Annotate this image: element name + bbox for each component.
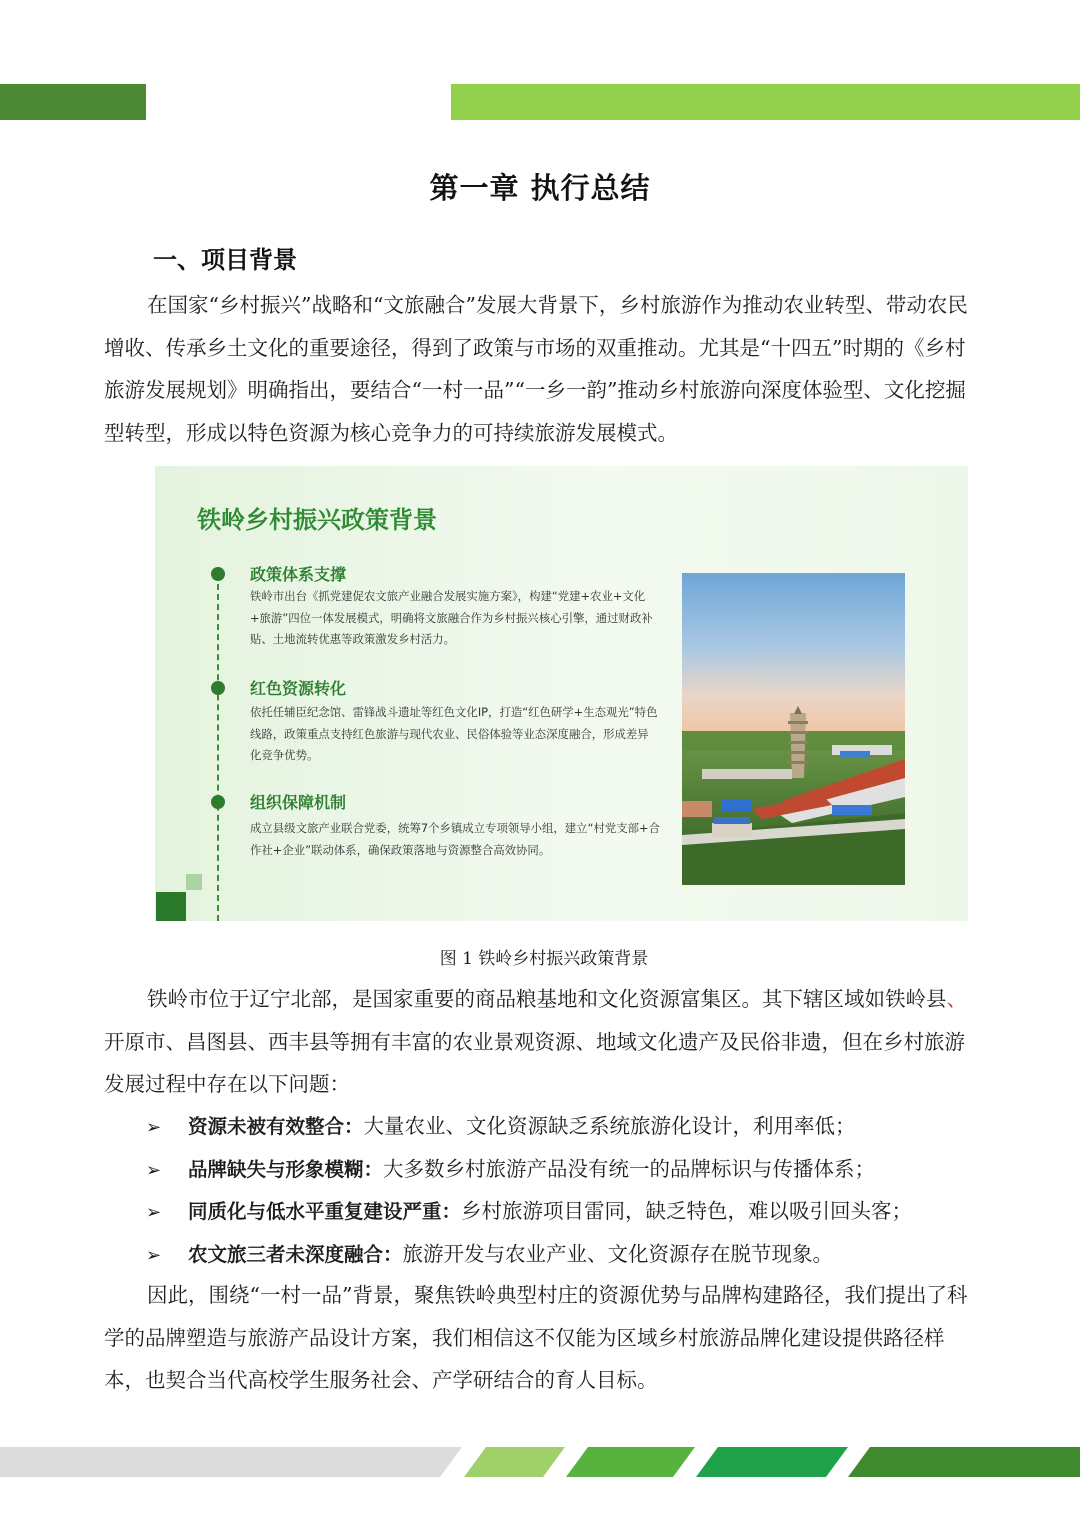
arrow-bullet-icon: ➢ (146, 1244, 162, 1266)
footer-stripe-light (464, 1447, 565, 1477)
list-item-head: 资源未被有效整合： (188, 1115, 364, 1138)
timeline-dot (211, 795, 225, 809)
figure-title: 铁岭乡村振兴政策背景 (197, 506, 437, 534)
timeline-dot (211, 567, 225, 581)
paragraph-text: 开原市、昌图县、西丰县等拥有丰富的农业景观资源、地域文化遗产及民俗非遗，但在乡村旅游发展过程中存在以下问题： (104, 1029, 965, 1096)
footer-stripes (0, 1447, 1080, 1477)
footer-stripe-mid (566, 1447, 695, 1477)
paragraph-punctuation: 、 (946, 987, 967, 1011)
timeline-dot (211, 681, 225, 695)
list-item-text: 大多数乡村旅游产品没有统一的品牌标识与传播体系； (383, 1156, 876, 1181)
header-bar-left (0, 84, 146, 120)
list-item (146, 1233, 912, 1276)
list-item-text: 旅游开发与农业产业、文化资源存在脱节现象。 (402, 1241, 834, 1266)
footer-stripe-gray (0, 1447, 462, 1477)
arrow-bullet-icon: ➢ (146, 1202, 162, 1223)
figure-item-body: 成立县级文旅产业联合党委，统筹7个乡镇成立专项领导小组，建立“村党支部+合作社+企业”联动体系，确保政策落地与资源整合高效协同。 (250, 821, 660, 857)
figure-item-title: 红色资源转化 (250, 679, 347, 698)
list-item-text: 乡村旅游项目雷同，缺乏特色，难以吸引回头客； (461, 1199, 913, 1223)
paragraph-background: 在国家“乡村振兴”战略和“文旅融合”发展大背景下，乡村旅游作为推动农业转型、带动农民增收、传承乡土文化的重要途径，得到了政策与市场的双重推动。尤其是“十四五”时期的《乡村旅游发展规划》明确指出，要结合“一村一品”“一乡一韵”推动乡村旅游向深度体验型、文化挖掘型转型，形成以特色资源为核心竞争力的可持续旅游发展模式。 (104, 293, 968, 445)
decor-square-large (156, 892, 186, 921)
paragraph-conclusion: 因此，围绕“一村一品”背景，聚焦铁岭典型村庄的资源优势与品牌构建路径，我们提出了科学的品牌塑造与旅游产品设计方案，我们相信这不仅能为区域乡村旅游品牌化建设提供路径样本，也契合当代高校学生服务社会、产学研结合的育人目标。 (104, 1283, 968, 1392)
list-item-text: 大量农业、文化资源缺乏系统旅游化设计，利用率低； (363, 1114, 856, 1138)
arrow-bullet-icon: ➢ (146, 1159, 162, 1181)
list-item-head: 同质化与低水平重复建设严重： (188, 1200, 462, 1223)
figure-caption: 图 1 铁岭乡村振兴政策背景 (439, 949, 649, 969)
footer-stripe-dark (848, 1447, 1080, 1477)
list-item-head: 品牌缺失与形象模糊： (188, 1157, 384, 1181)
figure-item-title: 组织保障机制 (250, 793, 347, 812)
arrow-bullet-icon: ➢ (146, 1117, 162, 1138)
section-title: 一、项目背景 (153, 246, 297, 274)
list-item (146, 1148, 912, 1191)
paragraph-text: 铁岭市位于辽宁北部，是国家重要的商品粮基地和文化资源富集区。其下辖区域如铁岭县 (147, 987, 947, 1011)
decor-square-small (186, 874, 202, 890)
header-bar-right (451, 84, 1080, 120)
policy-figure (155, 466, 968, 921)
village-pagoda-photo (682, 573, 905, 885)
timeline-line (217, 574, 219, 921)
paragraph-tieling-intro (104, 978, 984, 1106)
list-item (146, 1105, 912, 1148)
figure-item-body: 依托任辅臣纪念馆、雷锋战斗遗址等红色文化IP，打造“红色研学+生态观光”特色线路，政策重点支持红色旅游与现代农业、民俗体验等业态深度融合，形成差异化竞争优势。 (250, 705, 658, 762)
chapter-title: 第一章 执行总结 (429, 171, 651, 205)
problem-list (146, 1105, 912, 1275)
figure-item-title: 政策体系支撑 (250, 565, 347, 584)
figure-item-body: 铁岭市出台《抓党建促农文旅产业融合发展实施方案》，构建“党建+农业+文化+旅游”四位一体发展模式，明确将文旅融合作为乡村振兴核心引擎，通过财政补贴、土地流转优惠等政策激发乡村活力。 (250, 589, 653, 646)
list-item (146, 1190, 912, 1233)
list-item-head: 农文旅三者未深度融合： (188, 1242, 403, 1266)
footer-stripe-green (696, 1447, 848, 1477)
